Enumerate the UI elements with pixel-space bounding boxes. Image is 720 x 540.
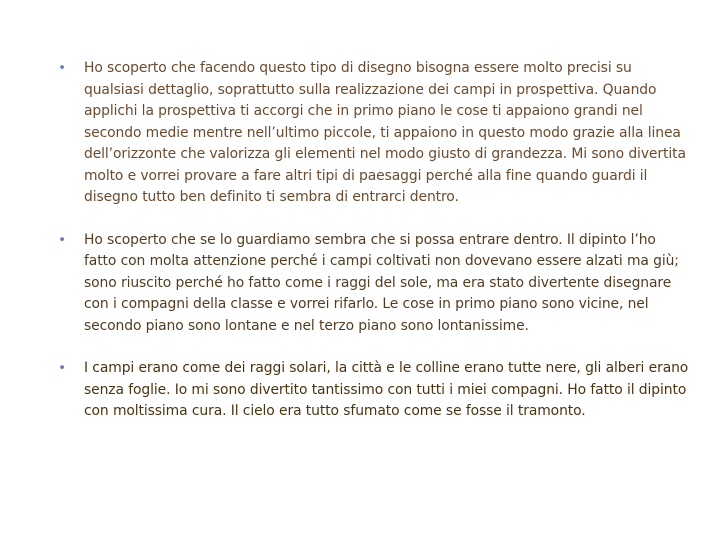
bullet-marker-icon: • bbox=[58, 61, 66, 76]
bullet-list bbox=[56, 58, 690, 423]
bullet-marker-icon: • bbox=[58, 232, 66, 248]
bullet-item-1 bbox=[56, 58, 690, 209]
bullet-text-3: I campi erano come dei raggi solari, la città e le colline erano tutte nere, gli alberi erano senza foglie. Io mi sono divertito tantissimo con tutti i miei compagni. Ho fatto il dipinto con moltissima cura. Il cielo era tutto sfumato come se fosse il tramonto. bbox=[84, 360, 689, 419]
bullet-item-3 bbox=[56, 358, 690, 423]
bullet-marker-icon: • bbox=[58, 361, 66, 376]
bullet-item-2 bbox=[56, 230, 690, 338]
bullet-text-2: Ho scoperto che se lo guardiamo sembra che si possa entrare dentro. Il dipinto l’ho fatto con molta attenzione perché i campi coltivati non dovevano essere alzati ma giù; sono riuscito perché ho fatto come i raggi del sole, ma era stato divertente disegnare con i compagni della classe e vorrei rifarlo. Le cose in primo piano sono vicine, nel secondo piano sono lontane e nel terzo piano sono lontanissime. bbox=[84, 231, 679, 334]
bullet-text-1: Ho scoperto che facendo questo tipo di disegno bisogna essere molto precisi su qualsiasi dettaglio, soprattutto sulla realizzazione dei campi in prospettiva. Quando applichi la prospettiva ti accorgi che in primo piano le cose ti appaiono grandi nel secondo medie mentre nell’ultimo piccole, ti appaiono in questo modo grazie alla linea dell’orizzonte che valorizza gli elementi nel modo giusto di grandezza. Mi sono divertita molto e vorrei provare a fare altri tipi di paesaggi perché alla fine quando guardi il disegno tutto ben definito ti sembra di entrarci dentro. bbox=[84, 60, 686, 205]
